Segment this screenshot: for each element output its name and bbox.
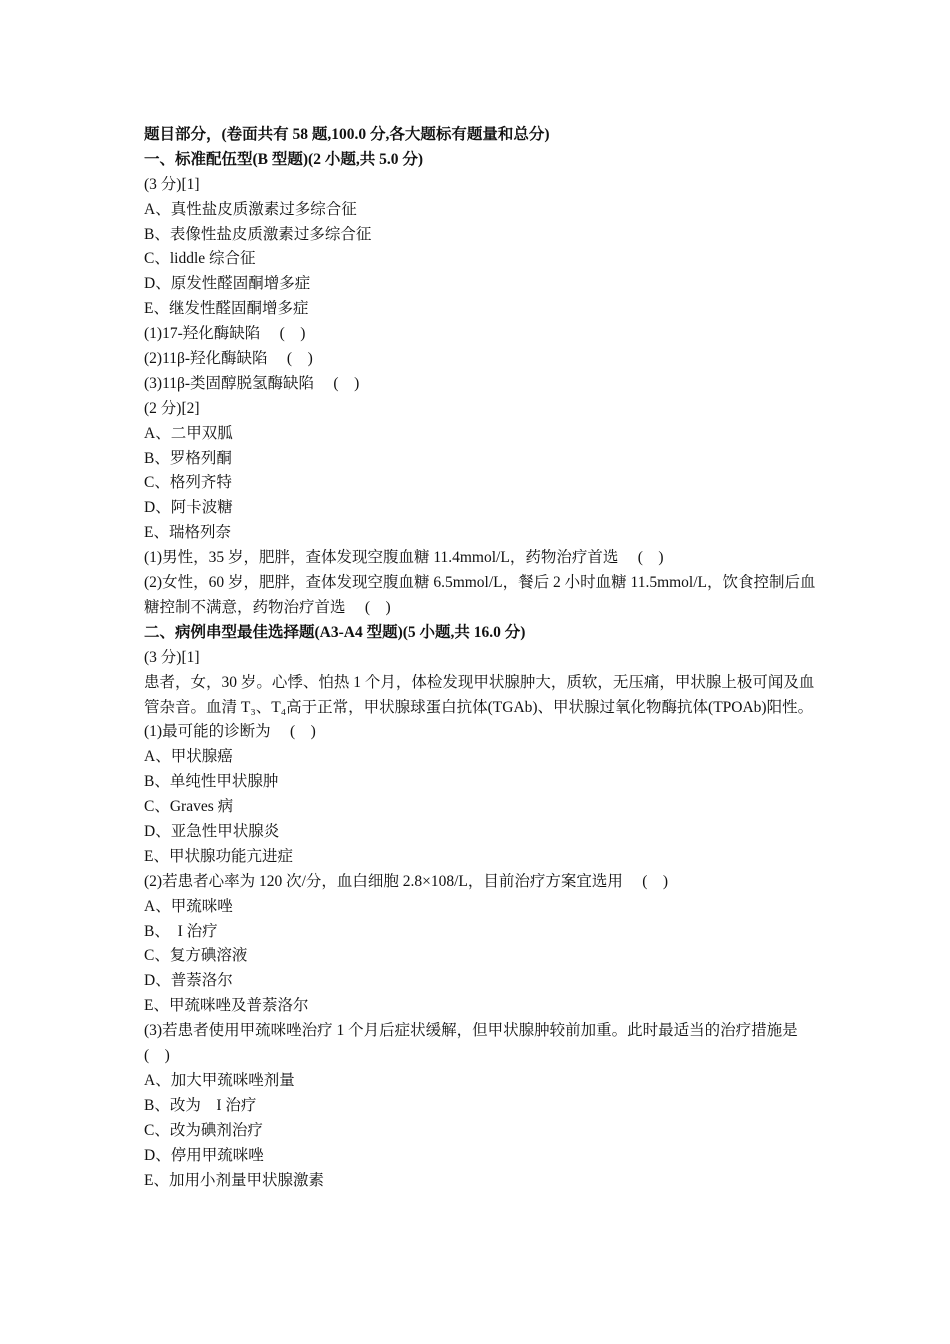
exam-document [144, 123, 816, 1193]
option-b: B、 I 治疗 [144, 922, 218, 940]
option-c: C、liddle 综合征 [144, 250, 256, 268]
question-marker: (3 分)[1] [144, 648, 200, 666]
option-a: A、甲状腺癌 [144, 748, 233, 766]
option-d: D、普萘洛尔 [144, 972, 233, 990]
option-c: C、格列齐特 [144, 474, 232, 492]
option-c: C、Graves 病 [144, 798, 234, 816]
sub-question: (3)11β-类固醇脱氢酶缺陷 ( ) [144, 374, 360, 392]
question-marker: (2 分)[2] [144, 399, 200, 417]
option-b: B、改为 I 治疗 [144, 1096, 257, 1114]
exam-header: 题目部分，(卷面共有 58 题,100.0 分,各大题标有题量和总分) [144, 126, 550, 143]
option-e: E、继发性醛固酮增多症 [144, 300, 309, 318]
option-c: C、改为碘剂治疗 [144, 1121, 263, 1139]
sub-question: (1)最可能的诊断为 ( ) [144, 723, 316, 741]
option-a: A、甲巯咪唑 [144, 897, 233, 915]
section-2-title: 二、病例串型最佳选择题(A3-A4 型题)(5 小题,共 16.0 分) [144, 623, 526, 641]
option-e: E、甲状腺功能亢进症 [144, 847, 293, 865]
question-marker: (3 分)[1] [144, 175, 200, 193]
sub-question: (2)女性，60 岁，肥胖，查体发现空腹血糖 6.5mmol/L，餐后 2 小时血糖 11.5mmol/L，饮食控制后血糖控制不满意，药物治疗首选 ( ) [144, 574, 816, 616]
sub-question: (1)男性，35 岁，肥胖，查体发现空腹血糖 11.4mmol/L，药物治疗首选 ( ) [144, 549, 664, 567]
section-1-title: 一、标准配伍型(B 型题)(2 小题,共 5.0 分) [144, 150, 423, 168]
option-e: E、加用小剂量甲状腺激素 [144, 1171, 324, 1189]
option-b: B、单纯性甲状腺肿 [144, 773, 279, 791]
option-d: D、停用甲巯咪唑 [144, 1146, 264, 1164]
option-b: B、表像性盐皮质激素过多综合征 [144, 225, 372, 243]
option-e: E、甲巯咪唑及普萘洛尔 [144, 997, 309, 1015]
sub-question: (1)17-羟化酶缺陷 ( ) [144, 325, 306, 343]
sub-question: (2)11β-羟化酶缺陷 ( ) [144, 350, 313, 368]
option-a: A、真性盐皮质激素过多综合征 [144, 200, 357, 218]
case-stem: 患者，女，30 岁。心悸、怕热 1 个月，体检发现甲状腺肿大，质软，无压痛，甲状腺上极可闻及血管杂音。血清 T₃、T₄高于正常，甲状腺球蛋白抗体(TGAb)、甲状腺过氧化物酶抗体(TPOAb)阳性。 [144, 673, 815, 716]
option-e: E、瑞格列奈 [144, 524, 231, 542]
option-c: C、复方碘溶液 [144, 947, 248, 965]
option-d: D、原发性醛固酮增多症 [144, 275, 311, 293]
option-a: A、二甲双胍 [144, 424, 233, 442]
option-d: D、亚急性甲状腺炎 [144, 823, 280, 840]
sub-question: (2)若患者心率为 120 次/分，血白细胞 2.8×108/L，目前治疗方案宜选用 ( ) [144, 872, 669, 890]
option-b: B、罗格列酮 [144, 449, 232, 467]
sub-question: (3)若患者使用甲巯咪唑治疗 1 个月后症状缓解，但甲状腺肿较前加重。此时最适当的治疗措施是 ( ) [144, 1022, 817, 1065]
option-d: D、阿卡波糖 [144, 499, 233, 517]
option-a: A、加大甲巯咪唑剂量 [144, 1071, 295, 1089]
